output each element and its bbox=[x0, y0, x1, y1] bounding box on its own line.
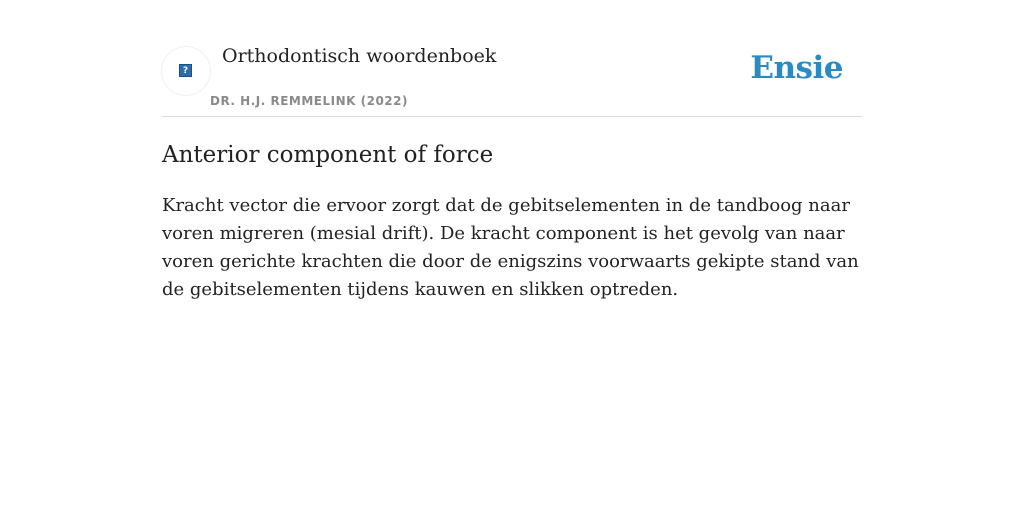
page bbox=[162, 0, 862, 304]
book-title[interactable]: Orthodontisch woordenboek bbox=[222, 45, 497, 67]
book-header bbox=[162, 0, 862, 117]
entry-definition: Kracht vector die ervoor zorgt dat de gebitselementen in de tandboog naar voren migreren (mesial drift). De kracht component is het gevolg van naar voren gerichte krachten die door de enigszins voorwaarts gekipte stand van de gebitselementen tijdens kauwen en slikken optreden. bbox=[162, 195, 859, 300]
brand-logo[interactable]: Ensie bbox=[750, 50, 843, 86]
book-author: DR. H.J. REMMELINK (2022) bbox=[210, 94, 408, 108]
question-mark-icon: ? bbox=[179, 64, 192, 77]
book-thumbnail[interactable] bbox=[162, 47, 210, 95]
entry-title: Anterior component of force bbox=[162, 142, 494, 168]
